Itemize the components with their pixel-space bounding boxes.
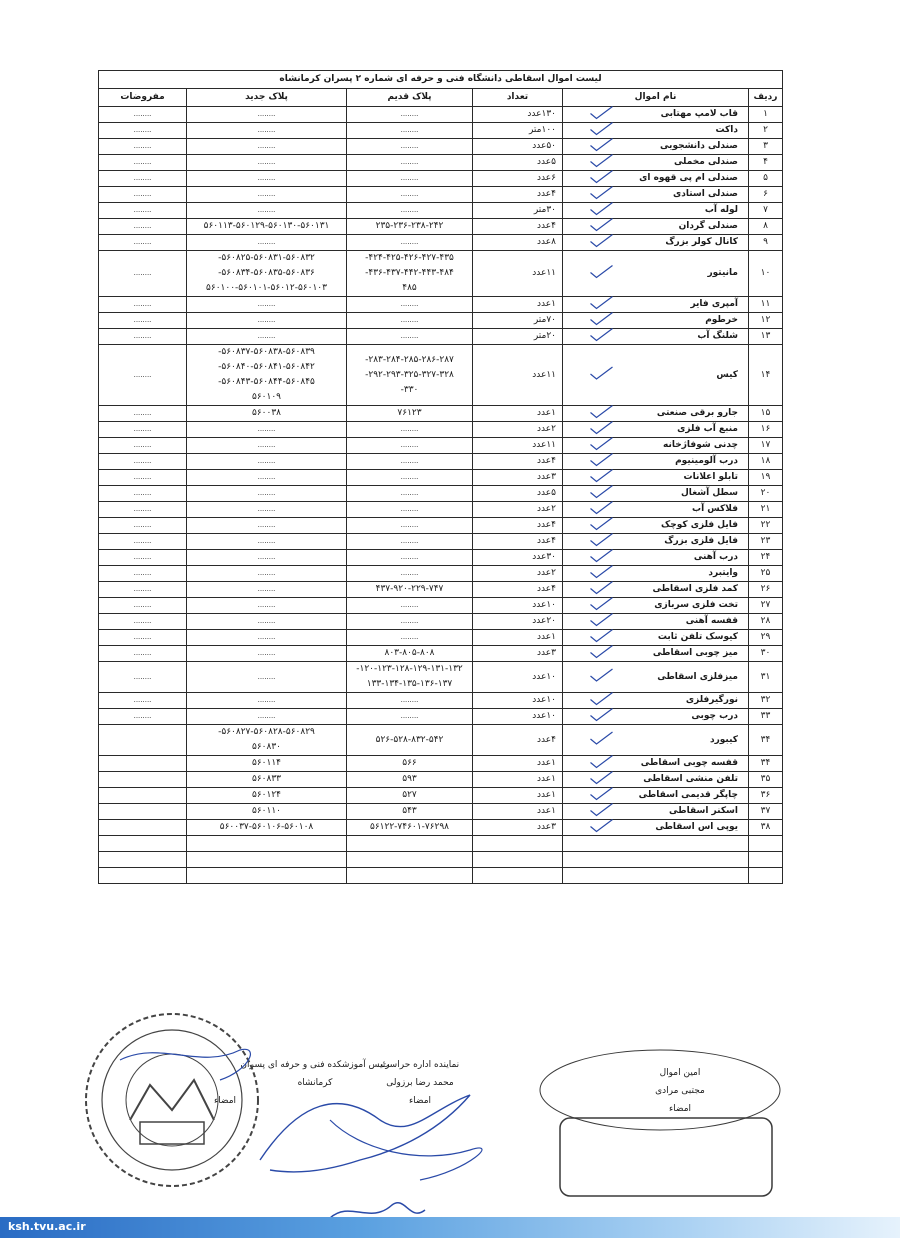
check-mark xyxy=(591,582,613,594)
new-tag: ........ xyxy=(187,646,347,662)
item-name: چاپگر قدیمی اسقاطی xyxy=(563,788,749,804)
remarks: ........ xyxy=(99,203,187,219)
remarks: ........ xyxy=(99,486,187,502)
item-quantity: ۱عدد xyxy=(473,756,563,772)
check-mark xyxy=(591,235,613,247)
item-quantity: ۳عدد xyxy=(473,646,563,662)
item-quantity: ۱عدد xyxy=(473,772,563,788)
row-number: ۱۷ xyxy=(749,438,783,454)
new-tag: ........ xyxy=(187,422,347,438)
remarks: ........ xyxy=(99,219,187,235)
item-quantity: ۲عدد xyxy=(473,566,563,582)
row-number: ۳۴ xyxy=(749,756,783,772)
row-number: ۳۰ xyxy=(749,646,783,662)
new-tag: ........ xyxy=(187,566,347,582)
row-number: ۲۸ xyxy=(749,614,783,630)
old-tag: ........ xyxy=(347,203,473,219)
column-header: تعداد xyxy=(473,89,563,107)
item-quantity: ۲۰متر xyxy=(473,329,563,345)
column-header: مفروضات xyxy=(99,89,187,107)
item-name: کمد فلزی اسقاطی xyxy=(563,582,749,598)
new-tag: ........ xyxy=(187,235,347,251)
row-number: ۳۷ xyxy=(749,804,783,820)
item-quantity: ۱۰عدد xyxy=(473,693,563,709)
item-name: تخت فلزی سربازی xyxy=(563,598,749,614)
item-name: منبع آب فلزی xyxy=(563,422,749,438)
old-tag: ........ xyxy=(347,614,473,630)
row-number: ۲۱ xyxy=(749,502,783,518)
new-tag: ........ xyxy=(187,662,347,693)
old-tag: ........ xyxy=(347,187,473,203)
new-tag: ........ xyxy=(187,203,347,219)
check-mark xyxy=(591,630,613,642)
new-tag: ۵۶۰۰۳۷-۵۶۰۱۰۶-۵۶۰۱۰۸ xyxy=(187,820,347,836)
remarks: ........ xyxy=(99,693,187,709)
item-quantity: ۱۱عدد xyxy=(473,345,563,406)
row-number: ۱۶ xyxy=(749,422,783,438)
item-name: کیس xyxy=(563,345,749,406)
row-number: ۲۹ xyxy=(749,630,783,646)
remarks: ........ xyxy=(99,107,187,123)
check-mark xyxy=(591,732,613,744)
check-mark xyxy=(591,788,613,800)
check-mark xyxy=(591,187,613,199)
new-tag: ........ xyxy=(187,614,347,630)
item-name: یوپی اس اسقاطی xyxy=(563,820,749,836)
item-name: تابلو اعلانات xyxy=(563,470,749,486)
item-quantity: ۱۰عدد xyxy=(473,662,563,693)
row-number: ۱۹ xyxy=(749,470,783,486)
check-mark xyxy=(591,406,613,418)
new-tag: ۵۶۰۱۱۳-۵۶۰۱۲۹-۵۶۰۱۳۰-۵۶۰۱۳۱ xyxy=(187,219,347,235)
security-sign-label: امضاء xyxy=(408,1096,432,1106)
row-number: ۸ xyxy=(749,219,783,235)
check-mark xyxy=(591,598,613,610)
director-title: رئیس آموزشکده فنی و حرفه ای پسران کرمانشاه xyxy=(240,1060,390,1088)
old-tag: ........ xyxy=(347,598,473,614)
new-tag: ........ xyxy=(187,297,347,313)
column-header: پلاک قدیم xyxy=(347,89,473,107)
new-tag: ........ xyxy=(187,438,347,454)
old-tag: ۲۳۵-۲۳۶-۲۳۸-۲۴۲ xyxy=(347,219,473,235)
old-tag: ........ xyxy=(347,630,473,646)
old-tag: ........ xyxy=(347,155,473,171)
new-tag: ........ xyxy=(187,582,347,598)
item-quantity: ۱۳۰عدد xyxy=(473,107,563,123)
new-tag: ........ xyxy=(187,329,347,345)
check-mark xyxy=(591,709,613,721)
item-name: شلنگ آب xyxy=(563,329,749,345)
old-tag: ........ xyxy=(347,693,473,709)
item-quantity: ۱۰عدد xyxy=(473,709,563,725)
item-name: کیوسک تلفن ثابت xyxy=(563,630,749,646)
item-quantity: ۱عدد xyxy=(473,406,563,422)
remarks: ........ xyxy=(99,123,187,139)
item-quantity: ۸عدد xyxy=(473,235,563,251)
check-mark xyxy=(591,646,613,658)
old-tag: ۴۳۷-۹۲۰-۲۲۹-۷۴۷ xyxy=(347,582,473,598)
old-tag: ........ xyxy=(347,139,473,155)
old-tag: ........ xyxy=(347,534,473,550)
item-name: درب چوبی xyxy=(563,709,749,725)
item-name: نورگیرفلزی xyxy=(563,693,749,709)
footer-site-text: ksh.tvu.ac.ir xyxy=(8,1220,86,1233)
security-name: محمد رضا برزولی xyxy=(386,1078,454,1088)
check-mark xyxy=(591,422,613,434)
check-mark xyxy=(591,614,613,626)
old-tag: ........ xyxy=(347,470,473,486)
column-header: نام اموال xyxy=(563,89,749,107)
item-quantity: ۱۰۰متر xyxy=(473,123,563,139)
director-sign-label: امضاء xyxy=(213,1096,237,1106)
officer-title: امین اموال xyxy=(659,1068,701,1078)
remarks: ........ xyxy=(99,662,187,693)
row-number: ۳۳ xyxy=(749,709,783,725)
remarks: ........ xyxy=(99,139,187,155)
item-name: درب آلومینیوم xyxy=(563,454,749,470)
remarks: ........ xyxy=(99,251,187,297)
remarks: ........ xyxy=(99,297,187,313)
new-tag: ۵۶۰۱۱۰ xyxy=(187,804,347,820)
old-tag: ۴۲۴-۴۲۵-۴۲۶-۴۲۷-۴۳۵- ۴۳۶-۴۳۷-۴۴۲-۴۴۳-۴۸۴- ۴۸۵ xyxy=(347,251,473,297)
old-tag: ۵۹۳ xyxy=(347,772,473,788)
new-tag: ........ xyxy=(187,155,347,171)
security-signature-scribble xyxy=(260,1095,470,1172)
row-number: ۲۴ xyxy=(749,550,783,566)
item-quantity: ۱۰عدد xyxy=(473,598,563,614)
check-mark xyxy=(591,219,613,231)
item-name: میز چوبی اسقاطی xyxy=(563,646,749,662)
item-quantity: ۴عدد xyxy=(473,187,563,203)
check-mark xyxy=(591,550,613,562)
row-number: ۱۰ xyxy=(749,251,783,297)
new-tag: ........ xyxy=(187,123,347,139)
remarks: ........ xyxy=(99,646,187,662)
check-mark xyxy=(591,313,613,325)
check-mark xyxy=(591,534,613,546)
old-tag: ........ xyxy=(347,422,473,438)
row-number: ۳ xyxy=(749,139,783,155)
new-tag: ........ xyxy=(187,139,347,155)
row-number: ۳۱ xyxy=(749,662,783,693)
check-mark xyxy=(591,669,613,681)
row-number: ۳۶ xyxy=(749,788,783,804)
check-mark xyxy=(591,566,613,578)
security-title: نماینده اداره حراست xyxy=(380,1060,460,1070)
bottom-signature-scribble xyxy=(330,1203,425,1218)
item-quantity: ۴عدد xyxy=(473,534,563,550)
new-tag: ........ xyxy=(187,502,347,518)
old-tag: ........ xyxy=(347,550,473,566)
item-quantity: ۳عدد xyxy=(473,470,563,486)
check-mark xyxy=(591,171,613,183)
check-mark xyxy=(591,203,613,215)
item-name: کانال کولر بزرگ xyxy=(563,235,749,251)
row-number: ۱۳ xyxy=(749,329,783,345)
item-name: اسکنر اسقاطی xyxy=(563,804,749,820)
item-name: قفسه چوبی اسقاطی xyxy=(563,756,749,772)
row-number: ۲۳ xyxy=(749,534,783,550)
remarks: ........ xyxy=(99,438,187,454)
check-mark xyxy=(591,107,613,119)
new-tag: ........ xyxy=(187,693,347,709)
old-tag: ۵۲۶-۵۲۸-۸۳۲-۵۴۲ xyxy=(347,725,473,756)
old-tag: ........ xyxy=(347,123,473,139)
remarks: ........ xyxy=(99,630,187,646)
check-mark xyxy=(591,470,613,482)
old-tag: ........ xyxy=(347,171,473,187)
row-number: ۱۲ xyxy=(749,313,783,329)
new-tag: ۵۶۰۰۳۸ xyxy=(187,406,347,422)
item-name: چدنی شوفاژخانه xyxy=(563,438,749,454)
officer-name: مجتبی مرادی xyxy=(655,1086,705,1096)
item-quantity: ۷۰متر xyxy=(473,313,563,329)
old-tag: ۸۰۳-۸۰۵-۸۰۸ xyxy=(347,646,473,662)
property-officer-stamp xyxy=(540,1050,780,1196)
item-name: صندلی دانشجویی xyxy=(563,139,749,155)
item-name: درب آهنی xyxy=(563,550,749,566)
old-tag: ........ xyxy=(347,235,473,251)
item-quantity: ۳عدد xyxy=(473,820,563,836)
check-mark xyxy=(591,329,613,341)
new-tag: ........ xyxy=(187,187,347,203)
row-number: ۲۶ xyxy=(749,582,783,598)
item-quantity: ۱عدد xyxy=(473,804,563,820)
director-signature-scribble xyxy=(120,1049,250,1080)
remarks: ........ xyxy=(99,502,187,518)
old-tag: ........ xyxy=(347,566,473,582)
item-quantity: ۲عدد xyxy=(473,422,563,438)
item-name: خرطوم xyxy=(563,313,749,329)
item-name: وایتبرد xyxy=(563,566,749,582)
row-number: ۵ xyxy=(749,171,783,187)
remarks: ........ xyxy=(99,345,187,406)
old-tag: ........ xyxy=(347,502,473,518)
item-quantity: ۴عدد xyxy=(473,454,563,470)
item-name: لوله آب xyxy=(563,203,749,219)
row-number: ۱۴ xyxy=(749,345,783,406)
remarks: ........ xyxy=(99,709,187,725)
old-tag: ۲۸۳-۲۸۴-۲۸۵-۲۸۶-۲۸۷- ۲۹۲-۲۹۳-۳۲۵-۳۲۷-۳۲۸- ۳۳۰- xyxy=(347,345,473,406)
row-number: ۱۸ xyxy=(749,454,783,470)
row-number: ۲ xyxy=(749,123,783,139)
old-tag: ۵۴۳ xyxy=(347,804,473,820)
item-name: صندلی استادی xyxy=(563,187,749,203)
item-quantity: ۱۱عدد xyxy=(473,251,563,297)
row-number: ۱۵ xyxy=(749,406,783,422)
item-quantity: ۲عدد xyxy=(473,502,563,518)
remarks: ........ xyxy=(99,470,187,486)
officer-sign-label: امضاء xyxy=(668,1104,692,1114)
row-number: ۲۰ xyxy=(749,486,783,502)
new-tag: ........ xyxy=(187,550,347,566)
site-footer-bar xyxy=(0,1217,900,1238)
remarks: ........ xyxy=(99,406,187,422)
new-tag: ۵۶۰۸۲۵-۵۶۰۸۳۱-۵۶۰۸۳۲- ۵۶۰۸۳۴-۵۶۰۸۳۵-۵۶۰۸۳۶- ۵۶۰۱۰۰-۵۶۰۱۰۱-۵۶۰۱۲-۵۶۰۱۰۳ xyxy=(187,251,347,297)
new-tag: ۵۶۰۸۳۳ xyxy=(187,772,347,788)
remarks: ........ xyxy=(99,518,187,534)
row-number: ۲۷ xyxy=(749,598,783,614)
item-quantity: ۴عدد xyxy=(473,219,563,235)
item-quantity: ۱عدد xyxy=(473,788,563,804)
row-number: ۳۸ xyxy=(749,820,783,836)
row-number: ۱ xyxy=(749,107,783,123)
row-number: ۷ xyxy=(749,203,783,219)
new-tag: ........ xyxy=(187,598,347,614)
official-seal xyxy=(86,1014,258,1186)
check-mark xyxy=(591,454,613,466)
remarks: ........ xyxy=(99,454,187,470)
old-tag: ........ xyxy=(347,709,473,725)
new-tag: ........ xyxy=(187,709,347,725)
item-quantity: ۵۰عدد xyxy=(473,139,563,155)
item-name: داکت xyxy=(563,123,749,139)
item-name: آمپری فایر xyxy=(563,297,749,313)
new-tag: ........ xyxy=(187,107,347,123)
row-number: ۶ xyxy=(749,187,783,203)
remarks: ........ xyxy=(99,235,187,251)
remarks: ........ xyxy=(99,155,187,171)
item-quantity: ۴عدد xyxy=(473,582,563,598)
row-number: ۴ xyxy=(749,155,783,171)
item-quantity: ۵عدد xyxy=(473,486,563,502)
old-tag: ۵۶۶ xyxy=(347,756,473,772)
new-tag: ........ xyxy=(187,454,347,470)
check-mark xyxy=(591,772,613,784)
old-tag: ۵۶۱۲۲-۷۴۶۰۱-۷۶۲۹۸ xyxy=(347,820,473,836)
item-quantity: ۵عدد xyxy=(473,155,563,171)
new-tag: ........ xyxy=(187,470,347,486)
new-tag: ۵۶۰۱۱۴ xyxy=(187,756,347,772)
item-quantity: ۴عدد xyxy=(473,725,563,756)
item-quantity: ۶عدد xyxy=(473,171,563,187)
old-tag: ۷۶۱۲۳ xyxy=(347,406,473,422)
old-tag: ........ xyxy=(347,313,473,329)
row-number: ۳۲ xyxy=(749,693,783,709)
item-name: کیبورد xyxy=(563,725,749,756)
old-tag: ........ xyxy=(347,107,473,123)
new-tag: ........ xyxy=(187,171,347,187)
row-number: ۱۱ xyxy=(749,297,783,313)
check-mark xyxy=(591,297,613,309)
new-tag: ........ xyxy=(187,313,347,329)
item-quantity: ۱عدد xyxy=(473,630,563,646)
old-tag: ........ xyxy=(347,454,473,470)
new-tag: ۵۶۰۸۳۷-۵۶۰۸۳۸-۵۶۰۸۳۹- ۵۶۰۸۴۰-۵۶۰۸۴۱-۵۶۰۸۴۲- ۵۶۰۸۴۳-۵۶۰۸۴۴-۵۶۰۸۴۵- ۵۶۰۱۰۹ xyxy=(187,345,347,406)
remarks: ........ xyxy=(99,566,187,582)
item-name: فایل فلزی کوچک xyxy=(563,518,749,534)
check-mark xyxy=(591,804,613,816)
item-name: فایل فلزی بزرگ xyxy=(563,534,749,550)
check-mark xyxy=(591,438,613,450)
security-signature-scribble-2 xyxy=(330,1120,482,1180)
check-mark xyxy=(591,756,613,768)
item-name: فلاکس آب xyxy=(563,502,749,518)
item-quantity: ۱عدد xyxy=(473,297,563,313)
item-name: قاب لامپ مهتابی xyxy=(563,107,749,123)
remarks: ........ xyxy=(99,550,187,566)
item-quantity: ۴عدد xyxy=(473,518,563,534)
check-mark xyxy=(591,502,613,514)
remarks: ........ xyxy=(99,598,187,614)
new-tag: ........ xyxy=(187,486,347,502)
check-mark xyxy=(591,820,613,832)
item-quantity: ۳۰متر xyxy=(473,203,563,219)
item-name: صندلی ام پی قهوه ای xyxy=(563,171,749,187)
check-marks xyxy=(591,107,613,832)
old-tag: ........ xyxy=(347,518,473,534)
item-name: مانیتور xyxy=(563,251,749,297)
remarks: ........ xyxy=(99,313,187,329)
remarks: ........ xyxy=(99,171,187,187)
row-number: ۹ xyxy=(749,235,783,251)
item-name: میزفلزی اسقاطی xyxy=(563,662,749,693)
old-tag: ........ xyxy=(347,486,473,502)
row-number: ۲۲ xyxy=(749,518,783,534)
check-mark xyxy=(591,518,613,530)
new-tag: ۵۶۰۱۲۴ xyxy=(187,788,347,804)
old-tag: ........ xyxy=(347,438,473,454)
remarks: ........ xyxy=(99,329,187,345)
remarks: ........ xyxy=(99,187,187,203)
old-tag: ۵۲۷ xyxy=(347,788,473,804)
old-tag: ........ xyxy=(347,297,473,313)
column-header: پلاک جدید xyxy=(187,89,347,107)
check-mark xyxy=(591,693,613,705)
new-tag: ۵۶۰۸۲۷-۵۶۰۸۲۸-۵۶۰۸۲۹- ۵۶۰۸۳۰ xyxy=(187,725,347,756)
new-tag: ........ xyxy=(187,630,347,646)
row-number: ۲۵ xyxy=(749,566,783,582)
row-number: ۳۵ xyxy=(749,772,783,788)
item-name: تلفن منشی اسقاطی xyxy=(563,772,749,788)
item-quantity: ۳۰عدد xyxy=(473,550,563,566)
remarks: ........ xyxy=(99,534,187,550)
check-mark xyxy=(591,123,613,135)
item-name: جارو برقی صنعتی xyxy=(563,406,749,422)
check-mark xyxy=(591,155,613,167)
item-quantity: ۲۰عدد xyxy=(473,614,563,630)
remarks: ........ xyxy=(99,614,187,630)
check-mark xyxy=(591,139,613,151)
column-header: ردیف xyxy=(749,89,783,107)
item-name: سطل آشغال xyxy=(563,486,749,502)
check-mark xyxy=(591,367,613,379)
item-name: صندلی گردان xyxy=(563,219,749,235)
row-number: ۳۴ xyxy=(749,725,783,756)
item-name: صندلی مخملی xyxy=(563,155,749,171)
table-title: لیست اموال اسقاطی دانشگاه فنی و حرفه ای شماره ۲ پسران کرمانشاه xyxy=(99,71,783,89)
remarks: ........ xyxy=(99,422,187,438)
old-tag: ........ xyxy=(347,329,473,345)
old-tag: ۱۲۰-۱۲۳-۱۲۸-۱۲۹-۱۳۱-۱۳۲- ۱۳۳-۱۳۴-۱۳۵-۱۳۶-۱۳۷ xyxy=(347,662,473,693)
item-quantity: ۱۱عدد xyxy=(473,438,563,454)
new-tag: ........ xyxy=(187,534,347,550)
item-name: قفسه آهنی xyxy=(563,614,749,630)
check-mark xyxy=(591,266,613,278)
check-mark xyxy=(591,486,613,498)
new-tag: ........ xyxy=(187,518,347,534)
remarks: ........ xyxy=(99,582,187,598)
